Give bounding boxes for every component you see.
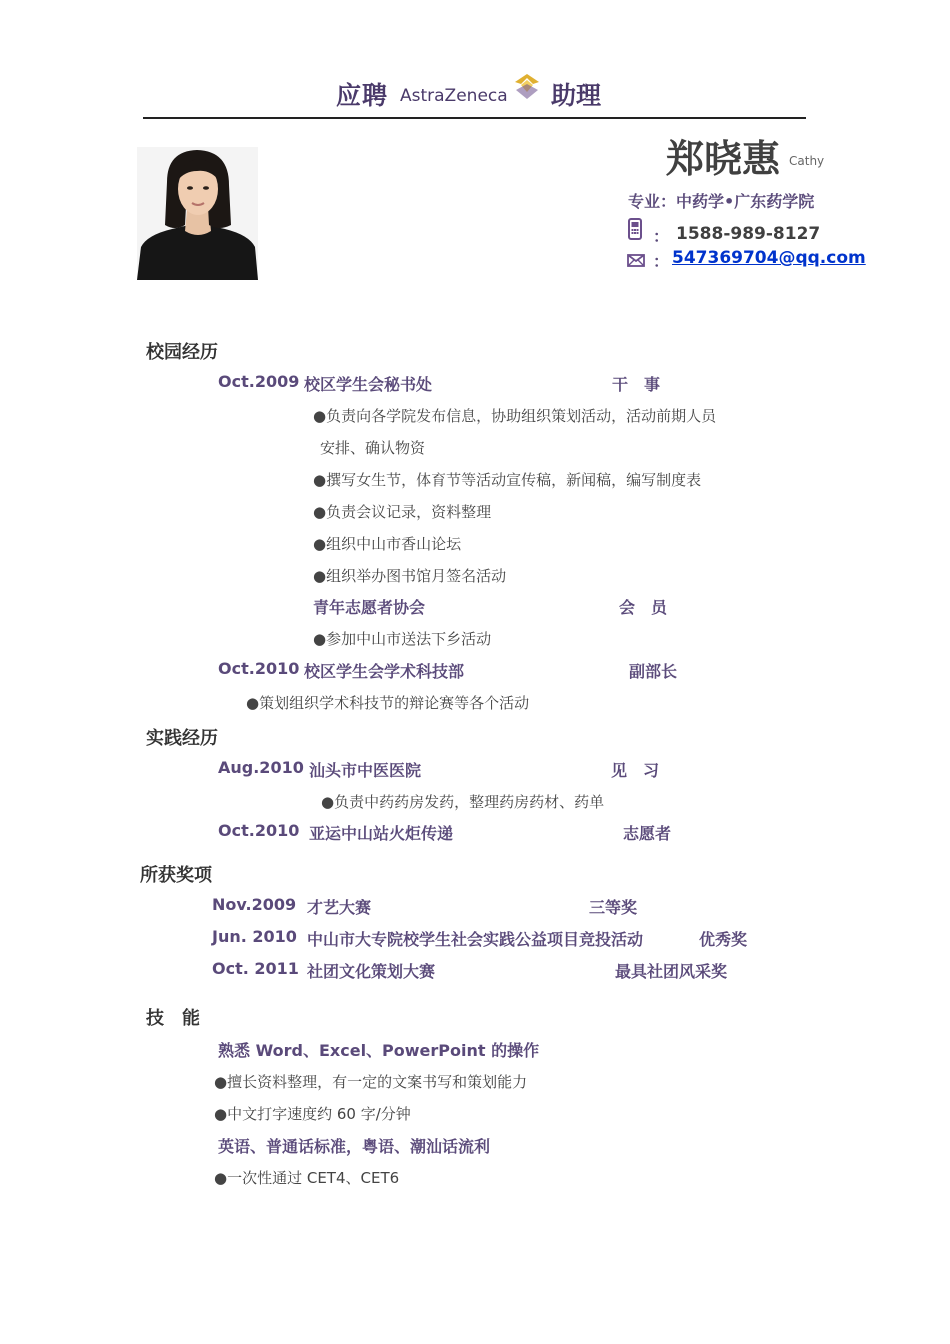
- award-date: Nov.2009: [212, 895, 297, 914]
- brand-name: AstraZeneca: [400, 86, 508, 106]
- award-event: 才艺大赛: [307, 898, 372, 917]
- email-link[interactable]: 547369704@qq.com: [672, 248, 866, 268]
- skill-item: 熟悉 Word、Excel、PowerPoint 的操作: [218, 1041, 540, 1060]
- campus-entry-date: Oct.2010: [218, 659, 300, 678]
- campus-bullet: ●负责向各学院发布信息，协助组织策划活动，活动前期人员: [313, 407, 717, 425]
- candidate-major: 专业：中药学•广东药学院: [628, 192, 815, 211]
- astrazeneca-logo-icon: [512, 72, 542, 102]
- award-date: Oct. 2011: [212, 959, 299, 978]
- candidate-english-name: Cathy: [789, 154, 825, 168]
- skill-bullet: ●擅长资料整理，有一定的文案书写和策划能力: [214, 1073, 528, 1091]
- award-event: 社团文化策划大赛: [307, 962, 436, 981]
- award-prize: 最具社团风采奖: [615, 962, 728, 981]
- practice-entry-org: 汕头市中医医院: [309, 761, 422, 780]
- phone-number: 1588-989-8127: [676, 224, 821, 244]
- campus-bullet: ●参加中山市送法下乡活动: [313, 630, 492, 648]
- campus-bullet: ●负责会议记录，资料整理: [313, 503, 492, 521]
- practice-bullet: ●负责中药药房发药，整理药房药材、药单: [321, 793, 605, 811]
- campus-entry-org: 校区学生会秘书处: [304, 375, 433, 394]
- campus-bullet: ●组织举办图书馆月签名活动: [313, 567, 507, 585]
- skill-item: 英语、普通话标准，粤语、潮汕话流利: [218, 1137, 491, 1156]
- envelope-icon: [627, 251, 645, 272]
- section-heading-awards: 所获奖项: [140, 865, 212, 886]
- header-title-prefix: 应聘: [336, 81, 389, 110]
- campus-bullet: ●策划组织学术科技节的辩论赛等各个活动: [246, 694, 530, 712]
- section-heading-skills: 技 能: [146, 1008, 200, 1029]
- campus-entry-org: 青年志愿者协会: [313, 598, 426, 617]
- award-event: 中山市大专院校学生社会实践公益项目竞投活动: [307, 930, 644, 949]
- award-date: Jun. 2010: [212, 927, 297, 946]
- campus-bullet: 安排、确认物资: [320, 439, 426, 457]
- campus-entry-role: 会 员: [619, 598, 668, 617]
- practice-entry-role: 见 习: [611, 761, 660, 780]
- practice-entry-date: Aug.2010: [218, 758, 304, 777]
- award-prize: 优秀奖: [699, 930, 748, 949]
- practice-entry-role: 志愿者: [623, 824, 672, 843]
- campus-bullet: ●组织中山市香山论坛: [313, 535, 462, 553]
- practice-entry-org: 亚运中山站火炬传递: [309, 824, 454, 843]
- campus-entry-date: Oct.2009: [218, 372, 300, 391]
- practice-entry-date: Oct.2010: [218, 821, 300, 840]
- header-title-suffix: 助理: [551, 81, 602, 110]
- award-prize: 三等奖: [589, 898, 638, 917]
- profile-photo: [137, 147, 258, 280]
- campus-entry-org: 校区学生会学术科技部: [304, 662, 465, 681]
- campus-entry-role: 副部长: [629, 662, 678, 681]
- section-heading-practice: 实践经历: [146, 728, 218, 749]
- mobile-phone-icon: [628, 218, 642, 245]
- skill-bullet: ●中文打字速度约 60 字/分钟: [214, 1105, 411, 1123]
- header-divider: [143, 117, 806, 119]
- skill-bullet: ●一次性通过 CET4、CET6: [214, 1169, 400, 1187]
- phone-colon: ：: [653, 227, 670, 246]
- candidate-name: 郑晓惠: [666, 137, 781, 181]
- section-heading-campus: 校园经历: [146, 342, 218, 363]
- campus-entry-role: 干 事: [612, 375, 661, 394]
- email-colon: ：: [653, 252, 670, 271]
- campus-bullet: ●撰写女生节，体育节等活动宣传稿，新闻稿，编写制度表: [313, 471, 702, 489]
